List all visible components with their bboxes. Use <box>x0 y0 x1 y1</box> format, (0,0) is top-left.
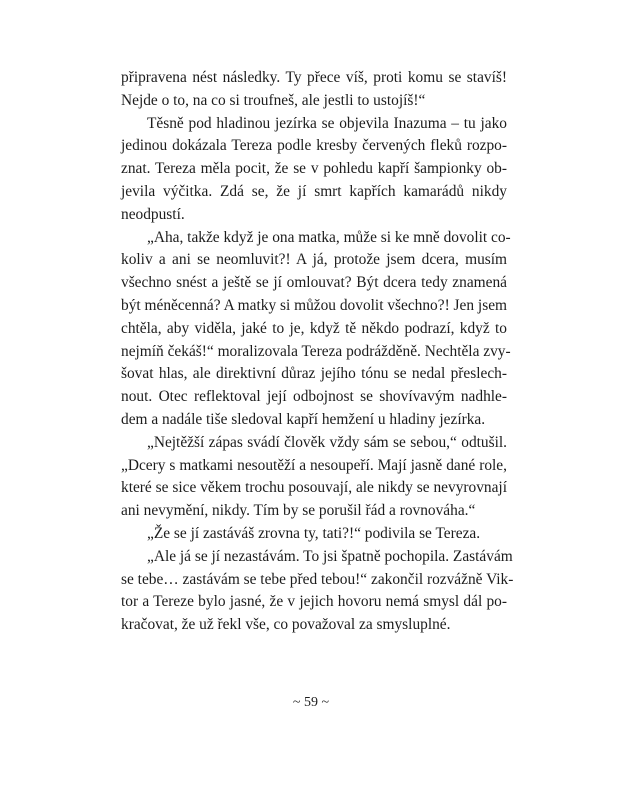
body-text <box>121 67 514 637</box>
text-line: nejmíň čekáš!“ moralizovala Tereza podrážděně. Nechtěla zvy- <box>121 342 511 360</box>
paragraph <box>121 113 507 227</box>
text-line: Nejde o to, na co si troufneš, ale jestli to ustojíš!“ <box>121 91 426 109</box>
text-line: šovat hlas, ale direktivní důraz jejího tónu se nedal přeslech- <box>121 365 507 383</box>
text-line: znat. Tereza měla pocit, že se v pohledu kapří šampionky ob- <box>121 160 507 178</box>
page-number: ~ 59 ~ <box>292 695 330 710</box>
text-line: dem a nadále tiše sledoval kapří hemžení u hladiny jezírka. <box>121 410 486 428</box>
paragraph <box>121 432 507 523</box>
text-line: „Aha, takže když je ona matka, může si ke mně dovolit co- <box>147 228 511 246</box>
text-line: se tebe… zastávám se tebe před tebou!“ zakončil rozvážně Vik- <box>121 570 514 588</box>
text-line: tor a Tereze bylo jasné, že v jejich hovoru nemá smysl dál po- <box>121 593 507 611</box>
text-line: Těsně pod hladinou jezírka se objevila Inazuma – tu jako <box>147 114 507 132</box>
text-line: „Že se jí zastáváš zrovna ty, tati?!“ podivila se Tereza. <box>147 524 481 542</box>
paragraph <box>121 523 507 546</box>
text-line: kračovat, že už řekl vše, co považoval za smysluplné. <box>121 616 451 634</box>
text-line: „Nejtěžší zápas svádí člověk vždy sám se sebou,“ odtušil. <box>147 433 507 451</box>
text-line: nout. Otec reflektoval její odbojnost se shovívavým nadhle- <box>121 388 507 406</box>
text-line: ani nevymění, nikdy. Tím by se porušil řád a rovnováha.“ <box>121 502 476 520</box>
text-line: být méněcenná? A matky si můžou dovolit všechno?! Jen jsem <box>121 296 507 314</box>
paragraph <box>121 67 507 113</box>
paragraph <box>121 227 511 432</box>
text-line: které se sice věkem trochu posouvají, ale nikdy se nevyrovnají <box>121 479 507 497</box>
text-line: jedinou dokázala Tereza podle kresby červených fleků rozpo- <box>121 137 507 155</box>
paragraph <box>121 546 514 637</box>
text-line: „Dcery s matkami nesoutěží a nesoupeří. Mají jasně dané role, <box>121 456 507 474</box>
text-line: neodpustí. <box>121 205 185 223</box>
text-line: chtěla, aby viděla, jaké to je, když tě někdo podrazí, když to <box>121 319 507 337</box>
text-line: připravena nést následky. Ty přece víš, proti komu se stavíš! <box>121 69 507 86</box>
text-line: „Ale já se jí nezastávám. To jsi špatně pochopila. Zastávám <box>147 547 513 565</box>
text-line: koliv a ani se neomluvit?! A já, protože jsem dcera, musím <box>121 251 507 269</box>
text-line: všechno snést a ještě se jí omlouvat? Být dcera tedy znamená <box>121 274 507 292</box>
text-line: jevila výčitka. Zdá se, že jí smrt kapřích kamarádů nikdy <box>121 182 507 200</box>
